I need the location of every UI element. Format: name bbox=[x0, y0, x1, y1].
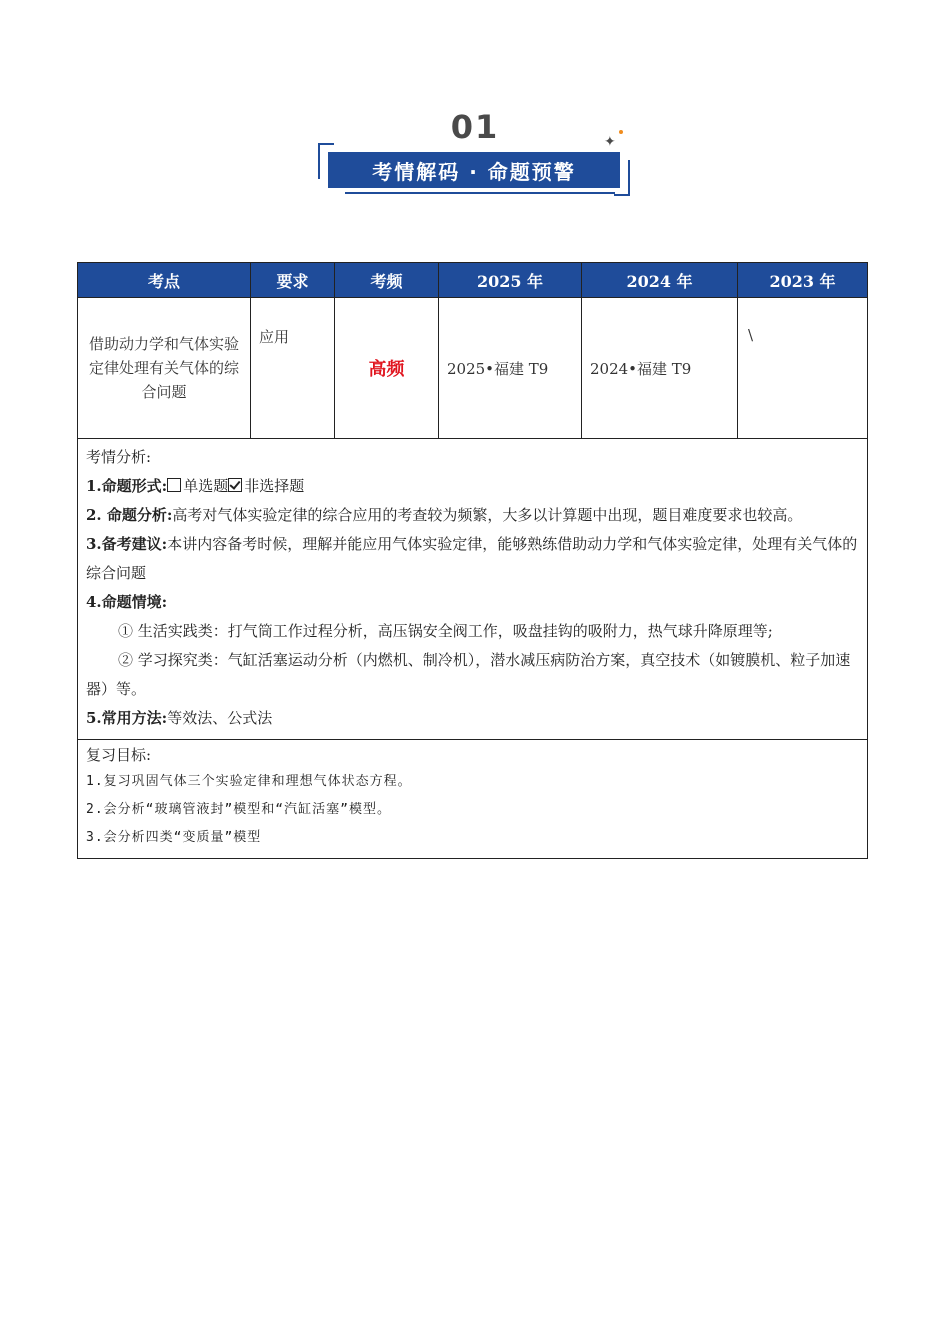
unchecked-box-icon bbox=[167, 478, 181, 492]
year-2023-cell: \ bbox=[738, 298, 868, 439]
goals-cell bbox=[78, 740, 868, 859]
option-single-choice: 单选题 bbox=[183, 477, 229, 495]
checked-box-icon bbox=[228, 478, 242, 492]
method-label: 5.常用方法: bbox=[86, 709, 168, 727]
banner-title: 考情解码 · 命题预警 bbox=[372, 159, 576, 184]
header-2023: 2023 年 bbox=[738, 263, 868, 298]
goals-heading: 复习目标: bbox=[86, 746, 152, 764]
banner-underline bbox=[345, 192, 615, 194]
exam-analysis-table bbox=[77, 262, 868, 859]
method-line bbox=[86, 704, 859, 733]
section-banner bbox=[0, 0, 950, 240]
goal-item: 1.复习巩固气体三个实验定律和理想气体状态方程。 bbox=[86, 774, 412, 789]
advice-text: 本讲内容备考时候，理解并能应用气体实验定律，能够熟练借助动力学和气体实验定律，处理有关气体的综合问题 bbox=[86, 535, 858, 582]
section-number: 01 bbox=[450, 108, 500, 146]
table-header-row bbox=[78, 263, 868, 298]
context-item-2: ② 学习探究类：气缸活塞运动分析（内燃机、制冷机），潜水减压病防治方案，真空技术（如镀膜机、粒子加速器）等。 bbox=[86, 651, 851, 698]
goal-item: 2.会分析“玻璃管液封”模型和“汽缸活塞”模型。 bbox=[86, 802, 391, 817]
analysis-label: 2. 命题分析: bbox=[86, 506, 173, 524]
header-2024: 2024 年 bbox=[582, 263, 738, 298]
form-label: 1.命题形式: bbox=[86, 477, 168, 495]
analysis-heading: 考情分析: bbox=[86, 448, 152, 466]
sparkle-icon: ✦ bbox=[604, 134, 616, 150]
advice-label: 3.备考建议: bbox=[86, 535, 168, 553]
context-item-1: ① 生活实践类：打气筒工作过程分析，高压锅安全阀工作，吸盘挂钩的吸附力，热气球升降原理等; bbox=[118, 622, 773, 640]
header-frequency: 考频 bbox=[335, 263, 439, 298]
form-line bbox=[86, 472, 859, 501]
option-non-choice: 非选择题 bbox=[244, 477, 305, 495]
analysis-row bbox=[78, 439, 868, 740]
header-2025: 2025 年 bbox=[439, 263, 582, 298]
context-label: 4.命题情境: bbox=[86, 593, 168, 611]
year-2024-cell: 2024•福建 T9 bbox=[582, 298, 738, 439]
advice-line bbox=[86, 530, 859, 588]
frequency-cell: 高频 bbox=[335, 298, 439, 439]
year-2025-cell: 2025•福建 T9 bbox=[439, 298, 582, 439]
goal-item: 3.会分析四类“变质量”模型 bbox=[86, 830, 262, 845]
orange-dot-icon bbox=[619, 130, 623, 134]
header-requirement: 要求 bbox=[251, 263, 335, 298]
analysis-line bbox=[86, 501, 859, 530]
method-text: 等效法、公式法 bbox=[167, 709, 273, 727]
topic-cell: 借助动力学和气体实验定律处理有关气体的综合问题 bbox=[78, 298, 251, 439]
requirement-cell: 应用 bbox=[251, 298, 335, 439]
analysis-cell bbox=[78, 439, 868, 740]
goals-row bbox=[78, 740, 868, 859]
header-topic: 考点 bbox=[78, 263, 251, 298]
analysis-text: 高考对气体实验定律的综合应用的考查较为频繁，大多以计算题中出现，题目难度要求也较高。 bbox=[172, 506, 803, 524]
table-row bbox=[78, 298, 868, 439]
banner-title-box bbox=[326, 150, 622, 190]
context-line bbox=[86, 588, 859, 617]
